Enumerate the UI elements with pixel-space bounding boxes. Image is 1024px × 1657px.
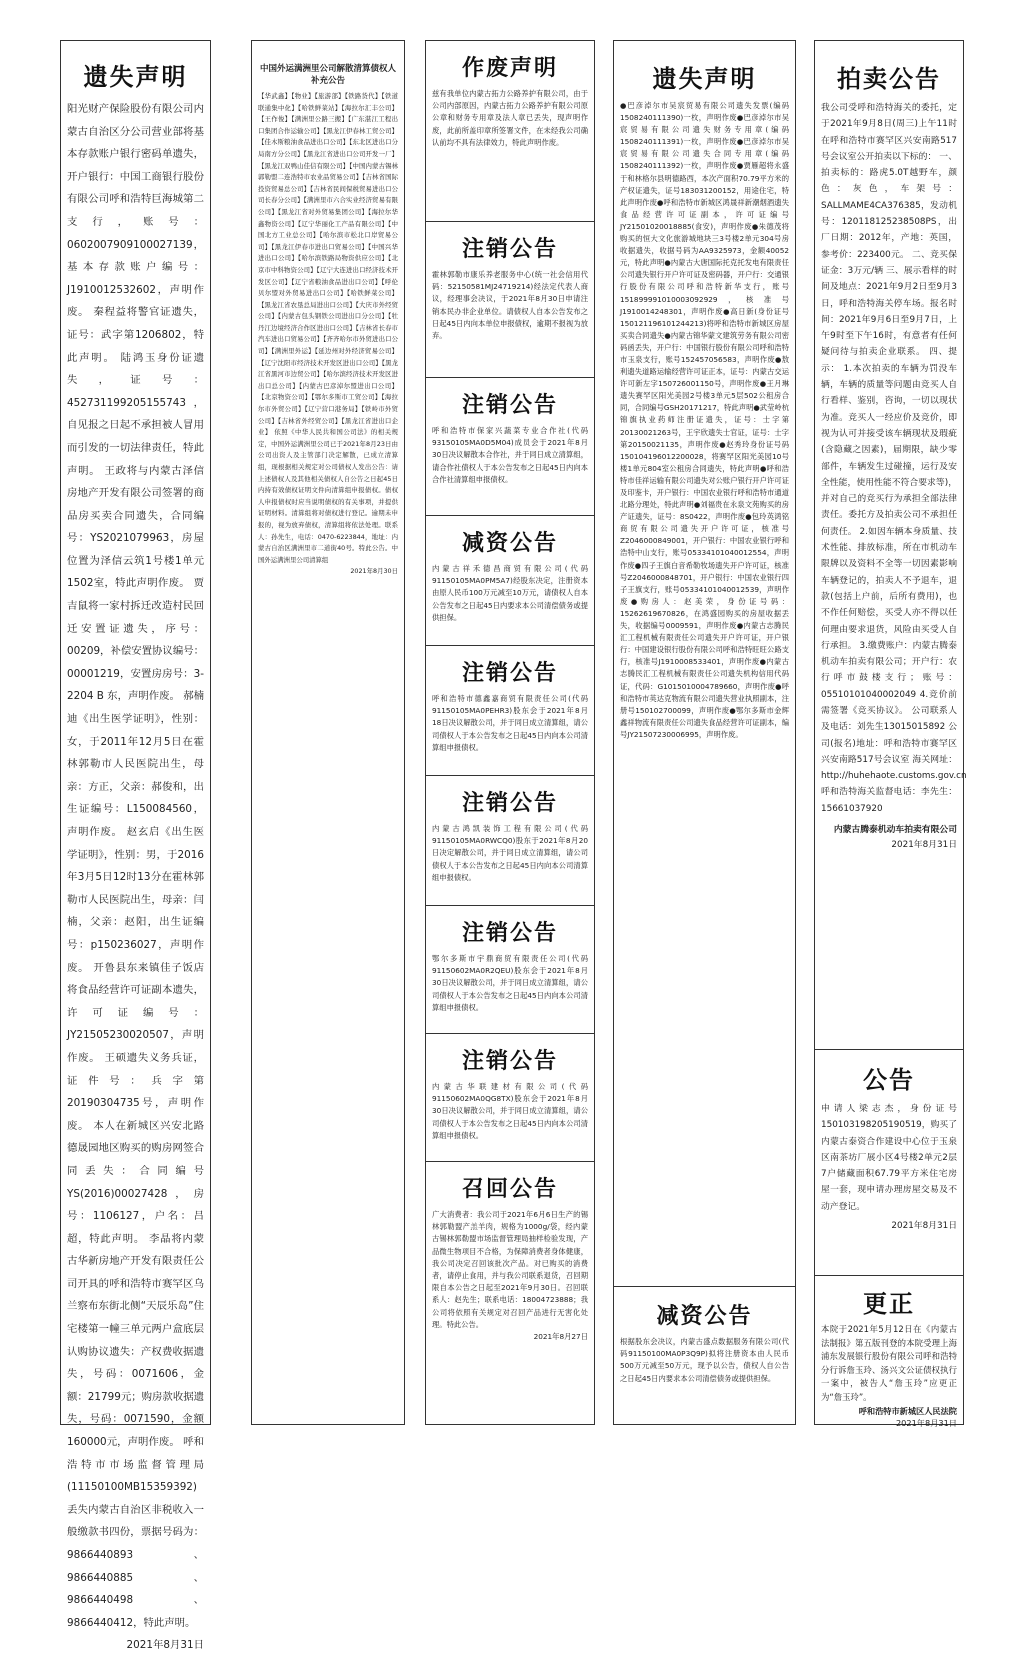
section-title: 注销公告 (461, 1048, 558, 1074)
section-body: 内蒙古鸿凯装饰工程有限公司(代码91150105MA0RWCQ0)股东于2021年8月20日决定解散公司，并于同日成立清算组，请公司债权人于本公告发布之日起45日内向本公司清算组申报债权。 (432, 824, 588, 882)
section-signature: 内蒙古腾泰机动车拍卖有限公司 (833, 825, 957, 836)
section-title: 中国外运满洲里公司解散清算债权人补充公告 (259, 64, 396, 86)
section-title: 注销公告 (461, 236, 558, 262)
section-title: 遗失声明 (83, 62, 188, 91)
section-date: 2021年8月31日 (126, 1639, 204, 1652)
section-body: 【华武鑫】【物业】【旅游部】【铁路货代】【铁道联通集中化】【哈铁鲜菜站】【海拉尔汇丰公司】【王作俊】【满洲里公路三搬】【广东湛江工程出口集团合作运输公司】【黑龙江伊春林工贸公司】【佳木斯粮油食品进出口公司】【东北区进出口分局南方分公司】【黑龙江省进出口公司开发一厂】【黑龙江双鸭山佳信有限公司】【中国内蒙古锡林郭勒盟二连浩特市农业品贸易公司】【吉林省国际投资贸易总公司】【吉林省民间保税贸易进出口公司长春分公司】【满洲里市六合实业经济贸易有限公司】【黑龙江省对外贸易集团公司】【海拉尔华鑫物资公司】【辽宁华丽化工产品有限公司】【中国北方工业总公司】【哈尔滨市松北口岸贸易公司】【黑龙江伊春市进出口贸易公司】【中国兴华进出口公司】【哈尔滨铁路局物资供应公司】【北京市中科物资公司】【辽宁大连进出口经济技术开发区公司】【辽宁省粮油食品进出口公司】【呼伦贝尔盟对外贸易进出口公司】【哈铁鲜菜公司】【黑龙江省农垦总局进出口公司】【大庆市外经贸公司】【内蒙古包头钢铁公司进出口分公司】【牡丹江边境经济合作区进出口公司】【吉林省长春市汽车进出口贸易公司】【齐齐哈尔市外贸进出口公司】【满洲里外运】【延边州对外经济贸易公司】【辽宁沈阳市经济技术开发区进出口公司】【黑龙江省黑河市边贸公司】【哈尔滨经济技术开发区进出口总公司】【内蒙古巴彦淖尔盟进出口公司】【北京物资公司】【鄂尔多斯市工贸公司】【海拉尔市外贸公司】【辽宁营口港务局】【铁岭市外贸公司】【吉林省外经贸公司】【黑龙江省进出口企业】 依照《中华人民共和国公司法》的相关规定，中国外运满洲里公司已于2021年8月23日由公司出资人及主管部门决定解散，已成立清算组，现根据相关规定对公司债权人发出公告：请上述债权人及其他相关债权人自公告之日起45日内持有效债权证明文件向清算组申报债权。债权人申报债权时应当说明债权的有关事项，并提供证明材料。清算组将对债权进行登记。逾期未申报的，视为放弃债权，清算组将依法处理。联系人：孙先生，电话：0470-6223844，地址：内蒙古自治区满洲里市二道街40号。特此公告。中国外运满洲里公司清算组 (258, 92, 398, 564)
section-date: 2021年8月27日 (533, 1332, 588, 1342)
cancel-notice-section (426, 905, 594, 1033)
section-title: 注销公告 (461, 392, 558, 418)
capital-reduction-section (614, 1286, 795, 1424)
section-body: 阳光财产保险股份有限公司内蒙古自治区分公司营业部将基本存款账户银行密码单遗失，开户银行：中国工商银行股份有限公司呼和浩特巨海城第二支行，账号：0602007909100027139，基本存款账户编号：J1910012532602，声明作废。 秦程益将警官证遗失，证号：武字第1206802，特此声明。 陆鸿玉身份证遗失，证号：452731199205155743，自见报之日起不承担被人冒用而引发的一切法律责任，特此声明。 王政将与内蒙古泽信房地产开发有限公司签署的商品房买卖合同遗失，合同编号：YS2021079963，房屋位置为泽信云筑1号楼1单元1502室，特此声明作废。 贾吉鼠将一家村拆迁改造村民回迁安置证遗失，序号：00209，补偿安置协议编号：00001219，安置房房号：3-2204 B 东，声明作废。 郝楠迪《出生医学证明》，性别：女，于2011年12月5日在霍林郭勒市人民医院出生，母亲：方正，父亲：郝俊和，出生证编号：L150084560，声明作废。 赵玄启《出生医学证明》，性别：男，于2016年3月5日12时13分在霍林郭勒市人民医院出生，母亲：闫楠，父亲：赵阳，出生证编号：p150236027，声明作废。 开鲁县东来镇佳子饭店将食品经营许可证副本遗失，许可证编号：JY21505230020507，声明作废。 王硕遗失义务兵证，证件号：兵字第20190304735号，声明作废。 本人在新城区兴安北路德晟园地区购买的购房网签合同丢失：合同编号YS(2016)00027428，房号：1106127，户名：吕超，特此声明。 李晶将内蒙古华新房地产开发有限责任公司开具的呼和浩特市赛罕区乌兰察布东街北侧“天辰乐岛”住宅楼第一幢三单元两户盒底层认购协议遗失：产权费收据遗失，号码：0071606，金额：21799元；购房款收据遗失，号码：0071590，金额160000元，声明作废。 呼和浩特市市场监督管理局(11150100MB15359392)丢失内蒙古自治区非税收入一般缴款书四份，票据号码为：9866440893、9866440885、9866440498、9866440412，特此声明。 (67, 103, 204, 1629)
section-title: 减资公告 (656, 1303, 753, 1329)
lost-notice-section (614, 41, 795, 1286)
section-title: 作废声明 (461, 55, 558, 81)
section-body: 内蒙古祥禾德昌商贸有限公司(代码91150105MA0PM5A7)经股东决定，注册资本由原人民币100万元减至10万元，请债权人自本公告发布之日起45日内要求本公司清偿债务或提供担保。 (432, 564, 588, 622)
correction-section (815, 1275, 963, 1428)
section-body: 呼和浩特市保家兴蔬菜专业合作社(代码93150105MA0D5M04)成员会于2021年8月30日决议解散本合作社，并于同日成立清算组，请合作社债权人于本公告发布之日起45日内向本合作社清算组申报债权。 (432, 426, 588, 484)
section-body: 内蒙古华联建材有限公司(代码91150602MA0QG8TX)股东会于2021年8月30日决议解散公司，并于同日成立清算组，请公司债权人于本公告发布之日起45日内向本公司清算组申报债权。 (432, 1082, 588, 1140)
section-body: 呼和浩特市德鑫嘉商贸有限责任公司(代码91150105MA0PEHR3)股东会于2021年8月18日决议解散公司，并于同日成立清算组，请公司债权人于本公告发布之日起45日内向本公司清算组申报债权。 (432, 694, 588, 752)
section-title: 拍卖公告 (837, 64, 941, 93)
section-body: 我公司受呼和浩特海关的委托，定于2021年9月8日(周三)上午11时在呼和浩特市赛罕区兴安南路517号会议室公开拍卖以下标的： 一、拍卖标的：路虎5.0T越野车，颜色：灰色，车架号：SALLMAME4CA376385，发动机号：120118125238508PS，出厂日期：2012年，产地：英国，参考价：223400元。 二、竞买保证金：3万元/辆 三、展示看样的时间及地点：2021年9月2日至9月3日，呼和浩特海关停车场。报名时间：2021年9月6日至9月7日，上午9时至下午16时，有意者有任何疑问待与拍卖企业联系。 四、提示： 1.本次拍卖的车辆为罚没车辆，车辆的质量等问题由竞买人自行看样、鉴别，咨询，一切以现状为准。竞买人一经应价及竞价，即视为认可并接受该车辆现状及瑕疵(含隐藏之因素)，届期限，缺少零部件，车辆发生过碰撞，运行及安全性能，使用性能不符合要求等)，并对自己的竞买行为承担全部法律责任。委托方及拍卖公司不承担任何责任。 2.如因车辆本身质量、技术性能、排放标准，所在市机动车限牌以及资料不全等一切因素影响车辆登记的，拍卖人不予退车，退款(包括上户前，后所有费用)，也不作任何赔偿，买受人亦不得以任何理由要求退货，风险由买受人自行承担。 3.缴费账户：内蒙古腾泰机动车拍卖有限公司；开户行：农行呼市鼓楼支行；账号：05510101040002049 4.竞价前需签署《竞买协议》。 公司联系人及电话：刘先生13015015892 公司(报名)地址：呼和浩特市赛罕区兴安南路517号会议室 海关网址：http://huhehaote.customs.gov.cn 呼和浩特海关监督电话：李先生：15661037920 (821, 103, 967, 814)
section-body: 鄂尔多斯市宇鼎商贸有限责任公司(代码91150602MA0R2QEU)股东会于2021年8月30日决议解散公司，并于同日成立清算组，请公司债权人于本公告发布之日起45日内向本公司清算组申报债权。 (432, 954, 588, 1012)
section-body: ●巴彦淖尔市吴宸贸易有限公司遗失发票(编码1508240111390)一枚，声明作废●巴彦淖尔市吴宸贸易有限公司遗失财务专用章(编码1508240111391)一枚，声明作废●巴彦淖尔市吴宸贸易有限公司遗失合同专用章(编码1508240111392)一枚，声明作废●贾雁超将永盛于和林格尔县明德路西，本次产面积70.79平方米的产权证遗失，证号183031200152，用途住宅，特此声明作废●呼和浩特市新城区鸿晟祥新潮烟酒遗失食品经营许可证副本，许可证编号JY21501020018885(食安)，声明作废●朱德茂将购买的恒大文化旅游城地块三3号楼2单元304号房收据遗失，收据号码为AA9325973，金额40052元，特此声明●内蒙古大唐国际托克托发电有限责任公司遗失银行开户许可证及密码器，开户行：交通银行股份有限公司呼和浩特新华支行，账号151899991010003092929，核准号J1910014248301，声明作废●高日新(身份证号150121196101244213)将呼和浩特市新城区房屋买卖合同遗失●内蒙古锦华蒙文建筑劳务有限公司密码函丢失，开户行：中国银行股份有限公司呼和浩特市玉泉支行，账号152457056583，声明作废●敖利遗失道路运输经营许可证正本，证号：内蒙古交运许可新左字150726001150号，声明作废●王月琳遗失赛罕区阳光美园2号楼3单元5层502公租房合同，合同编号GSH20171217，特此声明●武莹岭杭锦旗执业药师注册证遗失，证号：士字第20130021263号，王宇欣遗失士官证，证号：士字第20150021135，声明作废●赵秀玲身份证号码150104196012200028，将赛罕区阳光美园10号楼1单元804室公租房合同遗失，特此声明●呼和浩特市佳祥运输有限公司遗失对公账户银行开户许可证及印鉴卡，开户银行：中国农业银行呼和浩特市通道北路分理处，特此声明●刘福贵在永泉文苑购买的房产证遗失，证号：8S0422，声明作废●包玲英鸿铭商贸有限公司遗失开户许可证，核准号Z2046000849001，开户银行：中国农业银行呼和浩特中山支行，账号05334101040012554，声明作废●四子王旗白音希勒牧场遗失开户许可证，核准号Z2046000848701，开户银行：中国农业银行四子王旗支行，账号05334101040012539，声明作废●购房人：赵美荣，身份证号码：15262619670826，在鸿盛园购买的房屋收据丢失，收据编号0009591，声明作废●内蒙古志腾民汇工程机械有限责任公司遗失开户许可证，开户银行：中国建设银行股份有限公司呼和浩特旺旺公路支行，核准号J1910008533401，声明作废●内蒙古志腾民汇工程机械有限责任公司遗失机构信用代码证，代码：G1015010004789660，声明作废●呼和浩特市英达克物流有限公司遗失营业执照副本，注册号150102700099，声明作废●鄂尔多斯市金辉鑫祥物流有限责任公司遗失食品经营许可证副本，编号JY21507230006995，声明作废。 (620, 101, 789, 739)
section-title: 减资公告 (461, 530, 558, 556)
section-body: 本院于2021年5月12日在《内蒙古法制报》第五版刊登的本院受理上海浦东发展银行股份有限公司呼和浩特分行诉詹玉玲、汤兴文公证债权执行一案中，被告人“詹玉玲”应更正为“詹玉玲”。 (821, 1324, 957, 1402)
section-signature: 呼和浩特市新城区人民法院 (858, 1405, 957, 1416)
cancel-notice-section (426, 221, 594, 377)
column-cancellation-notices (425, 40, 595, 1425)
column-lost-notices-1 (60, 40, 211, 1652)
column-auction-notices (814, 40, 967, 1428)
section-date: 2021年8月30日 (350, 567, 398, 576)
section-date: 2021年8月31日 (891, 1221, 957, 1232)
section-title: 注销公告 (461, 920, 558, 946)
column-liquidation-notice (251, 40, 405, 1425)
void-notice-section (426, 41, 594, 221)
section-body: 根据股东会决议，内蒙古盛点数据服务有限公司(代码91150100MA0P3Q9P)拟将注册资本由人民币500万元减至50万元，现予以公告，债权人自公告之日起45日内要求本公司清偿债务或提供担保。 (620, 1337, 789, 1383)
capital-reduction-section (426, 515, 594, 645)
announcement-section (815, 1049, 963, 1275)
section-body: 广大消费者：我公司于2021年6月6日生产的锡林郭勒盟产羔羊肉，规格为1000g/袋，经内蒙古锡林郭勒盟市场监督管理局抽样检验发现，产品微生物项目不合格，为保障消费者身体健康，我公司决定召回该批次产品。对已购买的消费者，请停止食用，并与我公司联系退货，召回期限自本公告之日起至2021年9月30日。召回联系人：赵先生；联系电话：18004723888；我公司将依照有关规定对召回产品进行无害化处理。特此公告。 (432, 1210, 588, 1329)
cancel-notice-section (426, 645, 594, 775)
cancel-notice-section (426, 1033, 594, 1161)
section-body: 申请人梁志杰，身份证号150103198205190519，购买了内蒙古泰资合作建设中心位于玉泉区南茶坊厂展小区4号楼2单元2层7户储藏面积67.79平方米住宅房屋一套，现申请办理房屋交易及不动产登记。 (821, 1104, 957, 1212)
cancel-notice-section (426, 775, 594, 905)
section-body: 霍林郭勒市康乐养老服务中心(统一社会信用代码：52150581MJ24719214)经法定代表人商议，经理事会决议，于2021年8月30日申请注销本民办非企业单位。请债权人自本公告发布之日起45日内向本单位申报债权，逾期不报视为放弃。 (432, 270, 588, 341)
section-date: 2021年8月31日 (895, 1417, 957, 1428)
section-title: 注销公告 (461, 660, 558, 686)
section-body: 兹有我单位内蒙古拓力公路养护有限公司，由于公司内部原因，内蒙古拓力公路养护有限公司原公章和财务专用章及法人章已丢失，现声明作废，此前所盖印章所签署文件，在未经我公司确认前均不具有法律效力，特此声明作废。 (432, 89, 588, 147)
section-date: 2021年8月31日 (891, 839, 957, 850)
section-title: 公告 (863, 1065, 915, 1094)
auction-notice-section (815, 41, 967, 1049)
section-title: 召回公告 (461, 1176, 558, 1202)
recall-notice-section (426, 1161, 594, 1424)
section-title: 遗失声明 (652, 64, 757, 93)
section-title: 注销公告 (461, 790, 558, 816)
liquidation-section (252, 41, 404, 1424)
section-title: 更正 (863, 1289, 915, 1318)
column-lost-notices-2 (613, 40, 796, 1425)
cancel-notice-section (426, 377, 594, 515)
lost-notice-section (61, 41, 210, 1652)
